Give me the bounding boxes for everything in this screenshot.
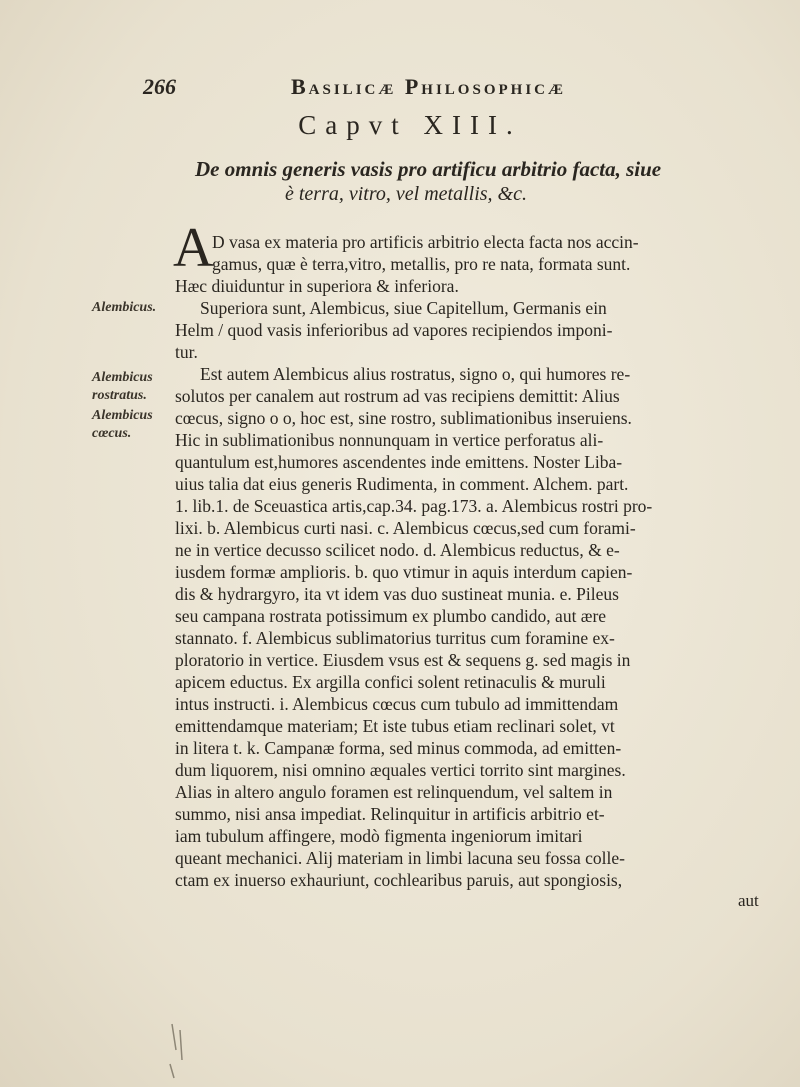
text-line: quantulum est,humores ascendentes inde emittens. Noster Liba-	[175, 452, 623, 472]
text-line: dum liquorem, nisi omnino æquales vertici torrito sint margines.	[175, 760, 626, 780]
text-line: ctam ex inuerso exhauriunt, cochlearibus paruis, aut spongiosis,	[175, 870, 623, 890]
text-line: cœcus, signo o o, hoc est, sine rostro, sublimationibus inseruiens.	[175, 408, 632, 428]
running-head	[143, 72, 763, 102]
text-line: in litera t. k. Campanæ forma, sed minus commoda, ad emitten-	[175, 738, 622, 758]
section-heading-line-1: De omnis generis vasis pro artificu arbitrio facta, siue	[195, 157, 662, 181]
text-line: Hæc diuiduntur in superiora & inferiora.	[175, 276, 459, 296]
margin-note: rostratus.	[92, 388, 147, 403]
margin-note: cœcus.	[92, 426, 132, 441]
text-line: ploratorio in vertice. Eiusdem vsus est & sequens g. sed magis in	[175, 650, 631, 670]
text-line: D vasa ex materia pro artificis arbitrio electa facta nos accin-	[212, 232, 639, 252]
text-line: Superiora sunt, Alembicus, siue Capitellum, Germanis ein	[200, 298, 607, 318]
running-title: Basilicæ Philosophicæ	[291, 74, 566, 99]
margin-note: Alembicus	[92, 408, 153, 423]
text-line: Est autem Alembicus alius rostratus, signo o, qui humores re-	[200, 364, 631, 384]
catchword: aut	[738, 891, 759, 910]
text-line: apicem eductus. Ex argilla confici solent retinaculis & muruli	[175, 672, 606, 692]
text-line: stannato. f. Alembicus sublimatorius turritus cum foramine ex-	[175, 628, 615, 648]
text-line: lixi. b. Alembicus curti nasi. c. Alembicus cœcus,sed cum forami-	[175, 518, 636, 538]
text-line: ne in vertice decusso scilicet nodo. d. Alembicus reductus, & e-	[175, 540, 620, 560]
text-line: Alias in altero angulo foramen est relinquendum, vel saltem in	[175, 782, 613, 802]
text-line: queant mechanici. Alij materiam in limbi lacuna seu fossa colle-	[175, 848, 625, 868]
text-line: 1. lib.1. de Sceuastica artis,cap.34. pag.173. a. Alembicus rostri pro-	[175, 496, 653, 516]
text-line: Helm / quod vasis inferioribus ad vapores recipiendos imponi-	[175, 320, 613, 340]
margin-note: Alembicus	[92, 370, 153, 385]
section-heading-line-2: è terra, vitro, vel metallis, &c.	[285, 183, 527, 205]
text-line: summo, nisi ansa impediat. Relinquitur in artificis arbitrio et-	[175, 804, 605, 824]
ink-mark	[160, 1020, 200, 1080]
text-line: seu campana rostrata potissimum ex plumbo candido, aut ære	[175, 606, 607, 626]
text-line: Hic in sublimationibus nonnunquam in vertice perforatus ali-	[175, 430, 604, 450]
text-line: dis & hydrargyro, ita vt idem vas duo sustineat munia. e. Pileus	[175, 584, 619, 604]
text-line: gamus, quæ è terra,vitro, metallis, pro re nata, formata sunt.	[212, 254, 631, 274]
text-line: emittendamque materiam; Et iste tubus etiam reclinari solet, vt	[175, 716, 615, 736]
drop-cap: A	[173, 217, 214, 279]
page-number: 266	[143, 74, 176, 99]
text-line: solutos per canalem aut rostrum ad vas recipiens demittit: Alius	[175, 386, 620, 406]
chapter-title: Capvt XIII.	[298, 110, 522, 140]
text-line: intus instructi. i. Alembicus cœcus cum tubulo ad immittendam	[175, 694, 619, 714]
text-line: uius talia dat eius generis Rudimenta, in comment. Alchem. part.	[175, 474, 629, 494]
text-line: iusdem formæ amplioris. b. quo vtimur in aquis interdum capien-	[175, 562, 633, 582]
margin-note: Alembicus.	[92, 300, 157, 315]
text-line: iam tubulum affingere, modò figmenta ingeniorum imitari	[175, 826, 583, 846]
text-line: tur.	[175, 342, 198, 362]
